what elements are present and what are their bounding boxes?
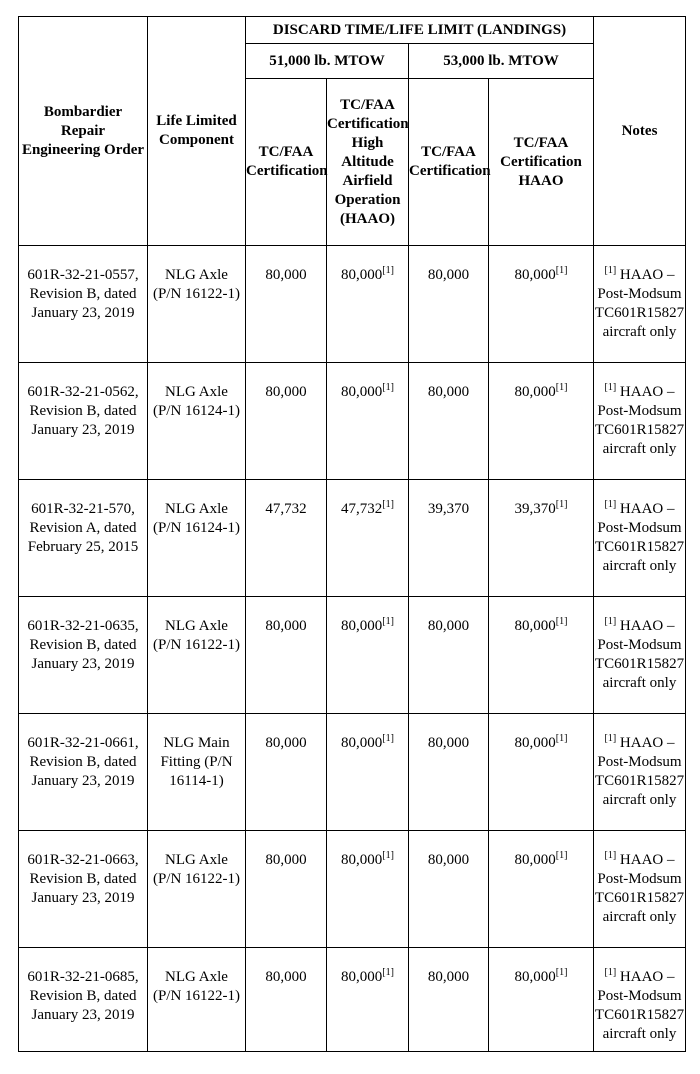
limit-value: 80,000 <box>514 267 556 283</box>
order-cell: 601R-32-21-0685, Revision B, dated January 23, 2019 <box>19 948 148 1052</box>
notes-cell <box>594 714 686 831</box>
component-cell: NLG Axle (P/N 16122-1) <box>148 948 246 1052</box>
notes-cell <box>594 597 686 714</box>
table-row <box>19 831 686 948</box>
footnote-marker: [1] <box>604 967 617 978</box>
haao-53000-cell <box>489 948 594 1052</box>
footnote-marker: [1] <box>604 265 617 276</box>
table-row <box>19 480 686 597</box>
cert-53000-cell: 80,000 <box>409 948 489 1052</box>
table-body <box>19 246 686 1052</box>
order-cell: 601R-32-21-0557, Revision B, dated January 23, 2019 <box>19 246 148 363</box>
notes-cell <box>594 948 686 1052</box>
notes-cell <box>594 363 686 480</box>
limit-value: 39,370 <box>514 501 556 517</box>
footnote-marker: [1] <box>555 850 568 861</box>
header-notes: Notes <box>594 17 686 246</box>
cert-51000-cell: 47,732 <box>246 480 327 597</box>
footnote-marker: [1] <box>382 967 394 978</box>
limit-value: 80,000 <box>341 969 383 985</box>
haao-53000-cell <box>489 714 594 831</box>
haao-53000-cell <box>489 363 594 480</box>
notes-cell <box>594 246 686 363</box>
notes-cell <box>594 831 686 948</box>
component-cell: NLG Axle (P/N 16122-1) <box>148 597 246 714</box>
haao-53000-cell <box>489 831 594 948</box>
component-cell: NLG Axle (P/N 16124-1) <box>148 480 246 597</box>
cert-53000-cell: 39,370 <box>409 480 489 597</box>
limit-value: 80,000 <box>341 735 383 751</box>
footnote-marker: [1] <box>382 733 394 744</box>
cert-53000-cell: 80,000 <box>409 714 489 831</box>
haao-51000-cell <box>327 714 409 831</box>
table-row <box>19 714 686 831</box>
footnote-marker: [1] <box>604 850 617 861</box>
haao-51000-cell <box>327 480 409 597</box>
note-text: HAAO – Post-Modsum TC601R15827 aircraft only <box>594 735 685 808</box>
footnote-marker: [1] <box>555 616 568 627</box>
haao-51000-cell <box>327 363 409 480</box>
limit-value: 80,000 <box>514 852 556 868</box>
haao-53000-cell <box>489 246 594 363</box>
cert-53000-cell: 80,000 <box>409 831 489 948</box>
order-cell: 601R-32-21-0635, Revision B, dated January 23, 2019 <box>19 597 148 714</box>
footnote-marker: [1] <box>555 499 568 510</box>
cert-53000-cell: 80,000 <box>409 363 489 480</box>
cert-51000-cell: 80,000 <box>246 363 327 480</box>
footnote-marker: [1] <box>555 382 568 393</box>
cert-53000-cell: 80,000 <box>409 246 489 363</box>
note-text: HAAO – Post-Modsum TC601R15827 aircraft only <box>594 618 685 691</box>
header-cert-51000: TC/FAA Certification <box>246 79 327 246</box>
limit-value: 80,000 <box>514 618 556 634</box>
footnote-marker: [1] <box>382 499 394 510</box>
limit-value: 47,732 <box>341 501 383 517</box>
footnote-marker: [1] <box>382 616 394 627</box>
life-limit-table <box>18 16 686 1052</box>
limit-value: 80,000 <box>514 384 556 400</box>
header-order: Bombardier Repair Engineering Order <box>19 17 148 246</box>
header-haao-51000: TC/FAA Certification High Altitude Airfield Operation (HAAO) <box>327 79 409 246</box>
header-component: Life Limited Component <box>148 17 246 246</box>
limit-value: 80,000 <box>341 852 383 868</box>
note-text: HAAO – Post-Modsum TC601R15827 aircraft only <box>594 969 685 1042</box>
note-text: HAAO – Post-Modsum TC601R15827 aircraft only <box>594 852 685 925</box>
header-mtow-51000: 51,000 lb. MTOW <box>246 44 409 79</box>
component-cell: NLG Axle (P/N 16124-1) <box>148 363 246 480</box>
footnote-marker: [1] <box>382 265 394 276</box>
table-row <box>19 948 686 1052</box>
footnote-marker: [1] <box>555 967 568 978</box>
cert-51000-cell: 80,000 <box>246 246 327 363</box>
cert-51000-cell: 80,000 <box>246 597 327 714</box>
haao-53000-cell <box>489 480 594 597</box>
footnote-marker: [1] <box>604 382 617 393</box>
cert-51000-cell: 80,000 <box>246 714 327 831</box>
table-header <box>19 17 686 246</box>
note-text: HAAO – Post-Modsum TC601R15827 aircraft only <box>594 384 685 457</box>
cert-51000-cell: 80,000 <box>246 948 327 1052</box>
component-cell: NLG Axle (P/N 16122-1) <box>148 246 246 363</box>
cert-53000-cell: 80,000 <box>409 597 489 714</box>
limit-value: 80,000 <box>341 267 383 283</box>
header-cert-53000: TC/FAA Certification <box>409 79 489 246</box>
order-cell: 601R-32-21-0663, Revision B, dated January 23, 2019 <box>19 831 148 948</box>
haao-51000-cell <box>327 246 409 363</box>
order-cell: 601R-32-21-0661, Revision B, dated January 23, 2019 <box>19 714 148 831</box>
footnote-marker: [1] <box>604 733 617 744</box>
notes-cell <box>594 480 686 597</box>
footnote-marker: [1] <box>555 733 568 744</box>
table-row <box>19 246 686 363</box>
header-mtow-53000: 53,000 lb. MTOW <box>409 44 594 79</box>
cert-51000-cell: 80,000 <box>246 831 327 948</box>
footnote-marker: [1] <box>382 382 394 393</box>
limit-value: 80,000 <box>341 384 383 400</box>
footnote-marker: [1] <box>555 265 568 276</box>
component-cell: NLG Main Fitting (P/N 16114-1) <box>148 714 246 831</box>
limit-value: 80,000 <box>514 969 556 985</box>
note-text: HAAO – Post-Modsum TC601R15827 aircraft only <box>594 501 685 574</box>
haao-51000-cell <box>327 597 409 714</box>
haao-51000-cell <box>327 948 409 1052</box>
limit-value: 80,000 <box>514 735 556 751</box>
limit-value: 80,000 <box>341 618 383 634</box>
header-haao-53000: TC/FAA Certification HAAO <box>489 79 594 246</box>
footnote-marker: [1] <box>604 616 617 627</box>
haao-53000-cell <box>489 597 594 714</box>
table-row <box>19 363 686 480</box>
note-text: HAAO – Post-Modsum TC601R15827 aircraft only <box>594 267 685 340</box>
order-cell: 601R-32-21-0562, Revision B, dated January 23, 2019 <box>19 363 148 480</box>
footnote-marker: [1] <box>382 850 394 861</box>
table-row <box>19 597 686 714</box>
header-discard-group: DISCARD TIME/LIFE LIMIT (LANDINGS) <box>246 17 594 44</box>
component-cell: NLG Axle (P/N 16122-1) <box>148 831 246 948</box>
haao-51000-cell <box>327 831 409 948</box>
footnote-marker: [1] <box>604 499 617 510</box>
order-cell: 601R-32-21-570, Revision A, dated February 25, 2015 <box>19 480 148 597</box>
